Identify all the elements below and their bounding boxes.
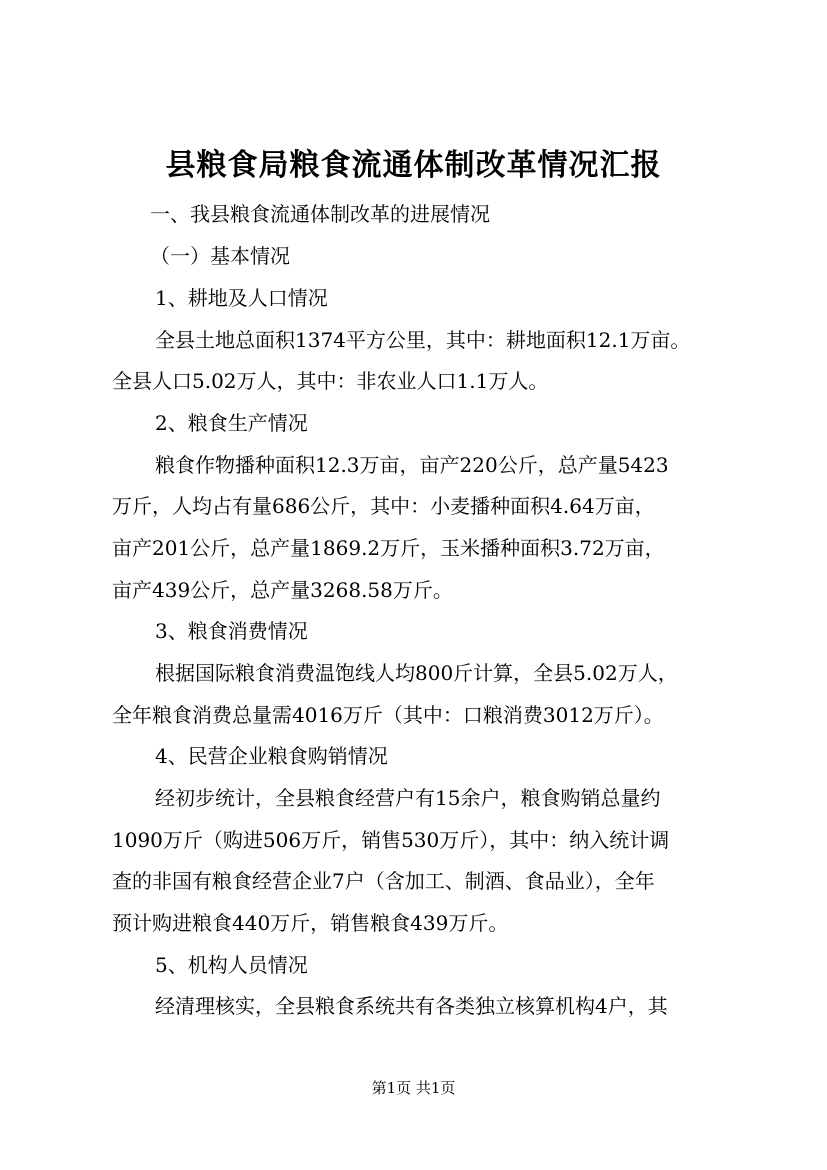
paragraph-line: 全年粮食消费总量需4016万斤（其中：口粮消费3012万斤）。: [112, 703, 664, 727]
item-heading: 4、民营企业粮食购销情况: [155, 744, 388, 768]
paragraph-line: 根据国际粮食消费温饱线人均800斤计算，全县5.02万人，: [155, 661, 678, 685]
document-title: 县粮食局粮食流通体制改革情况汇报: [165, 148, 662, 183]
paragraph-line: 经清理核实，全县粮食系统共有各类独立核算机构4户，其: [155, 994, 668, 1018]
item-heading: 1、耕地及人口情况: [155, 286, 328, 310]
paragraph-line: 全县土地总面积1374平方公里，其中：耕地面积12.1万亩。: [155, 328, 691, 352]
paragraph-line: 预计购进粮食440万斤，销售粮食439万斤。: [112, 911, 509, 935]
item-heading: 2、粮食生产情况: [155, 411, 308, 435]
paragraph-line: 全县人口5.02万人，其中：非农业人口1.1万人。: [112, 369, 549, 393]
paragraph-line: 粮食作物播种面积12.3万亩，亩产220公斤，总产量5423: [155, 453, 669, 477]
paragraph-line: 亩产201公斤，总产量1869.2万斤，玉米播种面积3.72万亩，: [112, 536, 665, 560]
section-heading: 一、我县粮食流通体制改革的进展情况: [150, 202, 490, 226]
paragraph-line: 万斤，人均占有量686公斤，其中：小麦播种面积4.64万亩，: [112, 494, 655, 518]
paragraph-line: 1090万斤（购进506万斤，销售530万斤），其中：纳入统计调: [112, 828, 670, 852]
paragraph-line: 亩产439公斤，总产量3268.58万斤。: [112, 578, 453, 602]
subsection-heading: （一）基本情况: [150, 244, 290, 268]
paragraph-line: 查的非国有粮食经营企业7户（含加工、制酒、食品业），全年: [112, 869, 655, 893]
paragraph-line: 经初步统计，全县粮食经营户有15余户，粮食购销总量约: [155, 786, 661, 810]
item-heading: 5、机构人员情况: [155, 953, 308, 977]
item-heading: 3、粮食消费情况: [155, 619, 308, 643]
page-number-footer: 第1页 共1页: [371, 1079, 456, 1097]
